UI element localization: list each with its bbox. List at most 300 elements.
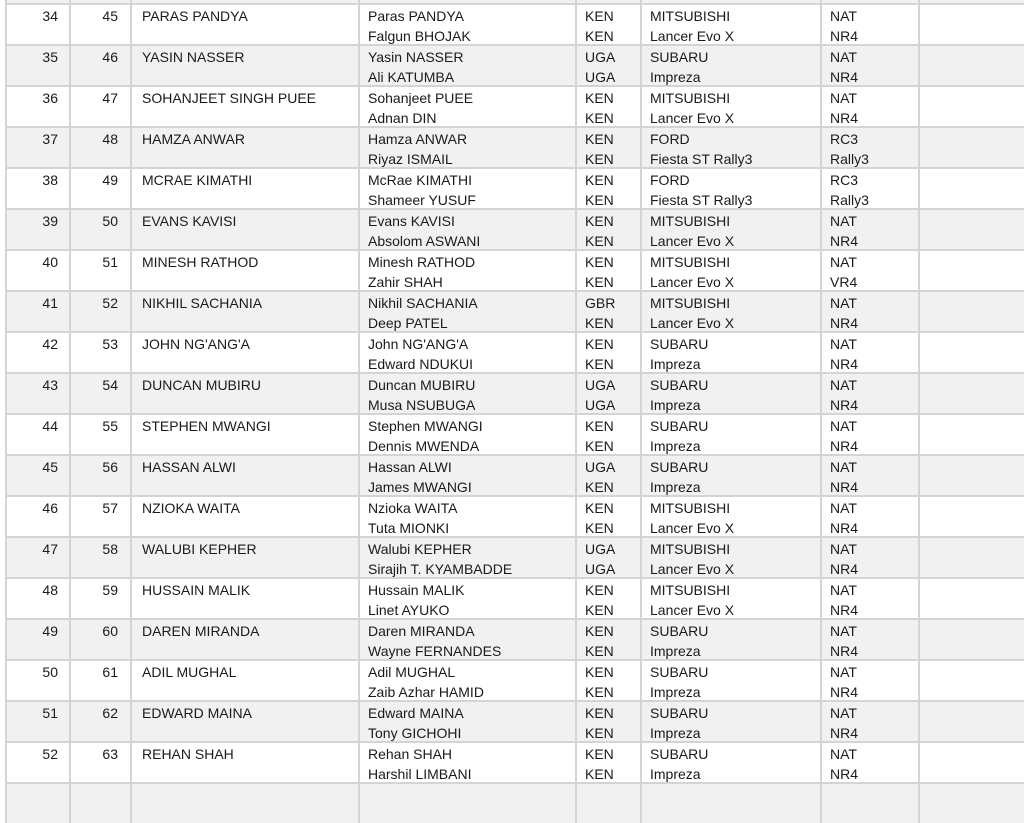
crew-cell <box>358 661 575 700</box>
empty-cell <box>918 333 1024 372</box>
car-cell <box>640 538 820 577</box>
car-cell <box>640 374 820 413</box>
empty-cell <box>918 784 1024 823</box>
car-model: Impreza <box>650 643 701 659</box>
driver-name: Hamza ANWAR <box>368 131 468 147</box>
empty-cell <box>918 743 1024 782</box>
car-make: MITSUBISHI <box>650 8 731 24</box>
entrant-cell: WALUBI KEPHER <box>130 538 358 577</box>
position-cell: 49 <box>5 620 69 659</box>
crew-cell <box>358 0 575 3</box>
co-driver-name: Falgun BHOJAK <box>368 28 471 44</box>
co-driver-nationality: KEN <box>585 274 614 290</box>
nationality-cell <box>575 374 640 413</box>
car-model: Impreza <box>650 479 701 495</box>
driver-name: Hussain MALIK <box>368 582 465 598</box>
entrant-cell: JOHN NG'ANG'A <box>130 333 358 372</box>
group: RC3 <box>830 131 859 147</box>
nationality-cell <box>575 5 640 44</box>
crew-cell <box>358 415 575 454</box>
driver-nationality: KEN <box>585 336 614 352</box>
car-number-cell: 45 <box>69 5 130 44</box>
group: NAT <box>830 418 857 434</box>
co-driver-nationality: KEN <box>585 684 614 700</box>
driver-name: Nikhil SACHANIA <box>368 295 478 311</box>
nationality-cell <box>575 251 640 290</box>
driver-nationality: KEN <box>585 664 614 680</box>
entrant-cell: EDWARD MAINA <box>130 702 358 741</box>
car-model: Impreza <box>650 766 701 782</box>
empty-cell <box>918 374 1024 413</box>
driver-nationality: KEN <box>585 8 614 24</box>
table-row <box>5 782 1024 823</box>
crew-cell <box>358 702 575 741</box>
co-driver-name: Harshil LIMBANI <box>368 766 472 782</box>
driver-nationality: KEN <box>585 131 614 147</box>
car-make: SUBARU <box>650 336 709 352</box>
entrant-cell: YASIN NASSER <box>130 46 358 85</box>
nationality-cell <box>575 0 640 3</box>
co-driver-nationality: KEN <box>585 438 614 454</box>
class-cell <box>820 128 918 167</box>
position-cell: 39 <box>5 210 69 249</box>
empty-cell <box>918 46 1024 85</box>
group: NAT <box>830 459 857 475</box>
class: NR4 <box>830 766 859 782</box>
car-cell <box>640 784 820 823</box>
co-driver-name: Musa NSUBUGA <box>368 397 476 413</box>
empty-cell <box>918 292 1024 331</box>
car-make: SUBARU <box>650 49 709 65</box>
car-number-cell: 47 <box>69 87 130 126</box>
car-model: Lancer Evo X <box>650 233 735 249</box>
class: VR4 <box>830 274 858 290</box>
nationality-cell <box>575 87 640 126</box>
driver-name: Minesh RATHOD <box>368 254 476 270</box>
car-number-cell: 52 <box>69 292 130 331</box>
co-driver-name: Linet AYUKO <box>368 602 450 618</box>
car-number-cell: 62 <box>69 702 130 741</box>
crew-cell <box>358 743 575 782</box>
class: NR4 <box>830 684 859 700</box>
co-driver-nationality: UGA <box>585 69 616 85</box>
class-cell <box>820 46 918 85</box>
car-model: Impreza <box>650 725 701 741</box>
class-cell <box>820 292 918 331</box>
group: NAT <box>830 664 857 680</box>
empty-cell <box>918 497 1024 536</box>
position-cell <box>5 0 69 3</box>
empty-cell <box>918 579 1024 618</box>
car-number-cell: 50 <box>69 210 130 249</box>
class-cell <box>820 251 918 290</box>
class-cell <box>820 456 918 495</box>
car-model: Impreza <box>650 69 701 85</box>
car-cell <box>640 743 820 782</box>
car-make: MITSUBISHI <box>650 254 731 270</box>
driver-nationality: KEN <box>585 254 614 270</box>
nationality-cell <box>575 292 640 331</box>
co-driver-name: Adnan DIN <box>368 110 437 126</box>
car-make: SUBARU <box>650 418 709 434</box>
empty-cell <box>918 0 1024 3</box>
co-driver-nationality: KEN <box>585 520 614 536</box>
car-model: Lancer Evo X <box>650 28 735 44</box>
car-cell <box>640 251 820 290</box>
table-row <box>5 659 1024 700</box>
position-cell: 52 <box>5 743 69 782</box>
co-driver-nationality: KEN <box>585 192 614 208</box>
co-driver-nationality: KEN <box>585 315 614 331</box>
driver-nationality: KEN <box>585 746 614 762</box>
class-cell <box>820 661 918 700</box>
position-cell: 51 <box>5 702 69 741</box>
class-cell <box>820 169 918 208</box>
entrant-cell <box>130 0 358 3</box>
nationality-cell <box>575 46 640 85</box>
class-cell <box>820 579 918 618</box>
position-cell: 44 <box>5 415 69 454</box>
crew-cell <box>358 87 575 126</box>
car-number-cell: 51 <box>69 251 130 290</box>
entrant-cell: SOHANJEET SINGH PUEE <box>130 87 358 126</box>
group: NAT <box>830 746 857 762</box>
car-cell <box>640 456 820 495</box>
group: NAT <box>830 582 857 598</box>
empty-cell <box>918 251 1024 290</box>
car-cell <box>640 169 820 208</box>
class: Rally3 <box>830 151 869 167</box>
car-number-cell: 59 <box>69 579 130 618</box>
co-driver-name: Sirajih T. KYAMBADDE <box>368 561 513 577</box>
crew-cell <box>358 128 575 167</box>
car-cell <box>640 46 820 85</box>
co-driver-nationality: KEN <box>585 356 614 372</box>
car-cell <box>640 5 820 44</box>
car-make: MITSUBISHI <box>650 295 731 311</box>
table-row <box>5 167 1024 208</box>
group: NAT <box>830 541 857 557</box>
group: NAT <box>830 705 857 721</box>
co-driver-name <box>368 0 575 3</box>
co-driver-name: Wayne FERNANDES <box>368 643 502 659</box>
car-make: SUBARU <box>650 623 709 639</box>
nationality-cell <box>575 784 640 823</box>
co-driver-nationality: KEN <box>585 233 614 249</box>
car-make: MITSUBISHI <box>650 541 731 557</box>
entrant-cell: PARAS PANDYA <box>130 5 358 44</box>
driver-name: Hassan ALWI <box>368 459 452 475</box>
class: NR4 <box>830 520 859 536</box>
car-make: MITSUBISHI <box>650 582 731 598</box>
class-cell <box>820 538 918 577</box>
co-driver-nationality: KEN <box>585 151 614 167</box>
table-row <box>5 700 1024 741</box>
car-cell <box>640 497 820 536</box>
co-driver-name: Zaib Azhar HAMID <box>368 684 484 700</box>
empty-cell <box>918 128 1024 167</box>
table-row <box>5 3 1024 44</box>
car-number-cell: 61 <box>69 661 130 700</box>
table-row <box>5 0 1024 3</box>
class: NR4 <box>830 561 859 577</box>
car-model: Lancer Evo X <box>650 561 735 577</box>
car-number-cell: 54 <box>69 374 130 413</box>
crew-cell <box>358 210 575 249</box>
car-model: Fiesta ST Rally3 <box>650 151 753 167</box>
empty-cell <box>918 169 1024 208</box>
co-driver-name: Tuta MIONKI <box>368 520 450 536</box>
nationality-cell <box>575 169 640 208</box>
table-row <box>5 331 1024 372</box>
class: NR4 <box>830 356 859 372</box>
position-cell: 37 <box>5 128 69 167</box>
crew-cell <box>358 579 575 618</box>
group: NAT <box>830 295 857 311</box>
car-number-cell: 55 <box>69 415 130 454</box>
table-row <box>5 495 1024 536</box>
entrant-cell: REHAN SHAH <box>130 743 358 782</box>
driver-nationality: KEN <box>585 582 614 598</box>
car-model: Lancer Evo X <box>650 602 735 618</box>
entrant-cell: EVANS KAVISI <box>130 210 358 249</box>
car-make: SUBARU <box>650 746 709 762</box>
crew-cell <box>358 784 575 823</box>
co-driver-nationality: UGA <box>585 561 616 577</box>
table-row <box>5 208 1024 249</box>
nationality-cell <box>575 333 640 372</box>
car-make: FORD <box>650 172 690 188</box>
entrant-cell: ADIL MUGHAL <box>130 661 358 700</box>
nationality-cell <box>575 661 640 700</box>
car-model <box>650 805 820 823</box>
class: NR4 <box>830 110 859 126</box>
class: NR4 <box>830 28 859 44</box>
table-row <box>5 249 1024 290</box>
table-row <box>5 413 1024 454</box>
car-make: SUBARU <box>650 664 709 680</box>
class: Rally3 <box>830 192 869 208</box>
class-cell <box>820 333 918 372</box>
driver-nationality: KEN <box>585 705 614 721</box>
table-row <box>5 536 1024 577</box>
nationality-cell <box>575 538 640 577</box>
entry-list-table <box>5 0 1024 823</box>
car-number-cell: 46 <box>69 46 130 85</box>
entrant-cell: HAMZA ANWAR <box>130 128 358 167</box>
driver-nationality: KEN <box>585 623 614 639</box>
driver-name: Paras PANDYA <box>368 8 464 24</box>
class-cell <box>820 87 918 126</box>
crew-cell <box>358 5 575 44</box>
car-cell <box>640 333 820 372</box>
entrant-cell: DAREN MIRANDA <box>130 620 358 659</box>
driver-name: McRae KIMATHI <box>368 172 472 188</box>
driver-nationality: KEN <box>585 172 614 188</box>
class: NR4 <box>830 602 859 618</box>
crew-cell <box>358 456 575 495</box>
co-driver-nationality: KEN <box>585 110 614 126</box>
nationality-cell <box>575 620 640 659</box>
co-driver-nationality: KEN <box>585 643 614 659</box>
car-cell <box>640 292 820 331</box>
position-cell: 43 <box>5 374 69 413</box>
empty-cell <box>918 620 1024 659</box>
empty-cell <box>918 210 1024 249</box>
nationality-cell <box>575 210 640 249</box>
driver-name: Nzioka WAITA <box>368 500 458 516</box>
group: NAT <box>830 49 857 65</box>
car-model: Impreza <box>650 684 701 700</box>
co-driver-nationality: KEN <box>585 28 614 44</box>
class-cell <box>820 5 918 44</box>
driver-name: Daren MIRANDA <box>368 623 475 639</box>
nationality-cell <box>575 415 640 454</box>
group: NAT <box>830 377 857 393</box>
class: NR4 <box>830 479 859 495</box>
nationality-cell <box>575 497 640 536</box>
empty-cell <box>918 702 1024 741</box>
group: NAT <box>830 623 857 639</box>
driver-name <box>368 785 575 805</box>
nationality-cell <box>575 702 640 741</box>
entrant-cell: NIKHIL SACHANIA <box>130 292 358 331</box>
driver-name: Rehan SHAH <box>368 746 453 762</box>
co-driver-name <box>368 805 575 823</box>
driver-name: Evans KAVISI <box>368 213 455 229</box>
crew-cell <box>358 292 575 331</box>
group: NAT <box>830 8 857 24</box>
car-model: Impreza <box>650 356 701 372</box>
driver-name: Stephen MWANGI <box>368 418 483 434</box>
position-cell: 42 <box>5 333 69 372</box>
car-model: Lancer Evo X <box>650 274 735 290</box>
group: NAT <box>830 254 857 270</box>
table-row <box>5 126 1024 167</box>
co-driver-name: Absolom ASWANI <box>368 233 481 249</box>
class <box>830 805 918 823</box>
co-driver-name: Deep PATEL <box>368 315 448 331</box>
class: NR4 <box>830 315 859 331</box>
co-driver-name: Dennis MWENDA <box>368 438 480 454</box>
class-cell <box>820 210 918 249</box>
position-cell: 34 <box>5 5 69 44</box>
driver-name: Walubi KEPHER <box>368 541 472 557</box>
car-model: Impreza <box>650 397 701 413</box>
driver-nationality: KEN <box>585 500 614 516</box>
car-cell <box>640 661 820 700</box>
car-cell <box>640 702 820 741</box>
crew-cell <box>358 374 575 413</box>
position-cell <box>5 784 69 823</box>
co-driver-name: Zahir SHAH <box>368 274 443 290</box>
car-number-cell <box>69 0 130 3</box>
position-cell: 48 <box>5 579 69 618</box>
class-cell <box>820 784 918 823</box>
entrant-cell: DUNCAN MUBIRU <box>130 374 358 413</box>
position-cell: 50 <box>5 661 69 700</box>
entrant-cell: HUSSAIN MALIK <box>130 579 358 618</box>
car-model: Impreza <box>650 438 701 454</box>
class-cell <box>820 620 918 659</box>
table-row <box>5 618 1024 659</box>
crew-cell <box>358 46 575 85</box>
group <box>830 785 918 805</box>
entrant-cell: MINESH RATHOD <box>130 251 358 290</box>
co-driver-name: Tony GICHOHI <box>368 725 462 741</box>
crew-cell <box>358 497 575 536</box>
empty-cell <box>918 456 1024 495</box>
crew-cell <box>358 620 575 659</box>
class-cell <box>820 743 918 782</box>
entrant-cell: MCRAE KIMATHI <box>130 169 358 208</box>
car-model <box>650 0 820 3</box>
table-row <box>5 85 1024 126</box>
nationality-cell <box>575 579 640 618</box>
car-make: MITSUBISHI <box>650 213 731 229</box>
group: NAT <box>830 90 857 106</box>
position-cell: 38 <box>5 169 69 208</box>
class: NR4 <box>830 233 859 249</box>
driver-nationality: UGA <box>585 541 616 557</box>
driver-name: John NG'ANG'A <box>368 336 469 352</box>
driver-name: Duncan MUBIRU <box>368 377 476 393</box>
co-driver-name: James MWANGI <box>368 479 472 495</box>
car-make <box>650 785 820 805</box>
entrant-cell <box>130 784 358 823</box>
class-cell <box>820 374 918 413</box>
nationality-cell <box>575 456 640 495</box>
group: NAT <box>830 213 857 229</box>
table-row <box>5 372 1024 413</box>
group: RC3 <box>830 172 859 188</box>
car-cell <box>640 415 820 454</box>
co-driver-nationality: KEN <box>585 766 614 782</box>
class: NR4 <box>830 725 859 741</box>
car-cell <box>640 620 820 659</box>
car-make: SUBARU <box>650 705 709 721</box>
class-cell <box>820 0 918 3</box>
driver-nationality <box>585 785 640 805</box>
class-cell <box>820 415 918 454</box>
car-cell <box>640 0 820 3</box>
crew-cell <box>358 538 575 577</box>
table-row <box>5 741 1024 782</box>
co-driver-nationality: KEN <box>585 602 614 618</box>
car-cell <box>640 128 820 167</box>
table-row <box>5 454 1024 495</box>
nationality-cell <box>575 743 640 782</box>
driver-nationality: UGA <box>585 459 616 475</box>
class: NR4 <box>830 69 859 85</box>
nationality-cell <box>575 128 640 167</box>
car-number-cell: 48 <box>69 128 130 167</box>
car-model: Lancer Evo X <box>650 110 735 126</box>
position-cell: 45 <box>5 456 69 495</box>
car-cell <box>640 210 820 249</box>
position-cell: 40 <box>5 251 69 290</box>
class: NR4 <box>830 397 859 413</box>
driver-nationality: GBR <box>585 295 616 311</box>
entrant-cell: STEPHEN MWANGI <box>130 415 358 454</box>
car-number-cell: 60 <box>69 620 130 659</box>
car-number-cell: 56 <box>69 456 130 495</box>
class-cell <box>820 497 918 536</box>
empty-cell <box>918 415 1024 454</box>
car-make: MITSUBISHI <box>650 90 731 106</box>
driver-nationality: KEN <box>585 90 614 106</box>
driver-name: Yasin NASSER <box>368 49 464 65</box>
